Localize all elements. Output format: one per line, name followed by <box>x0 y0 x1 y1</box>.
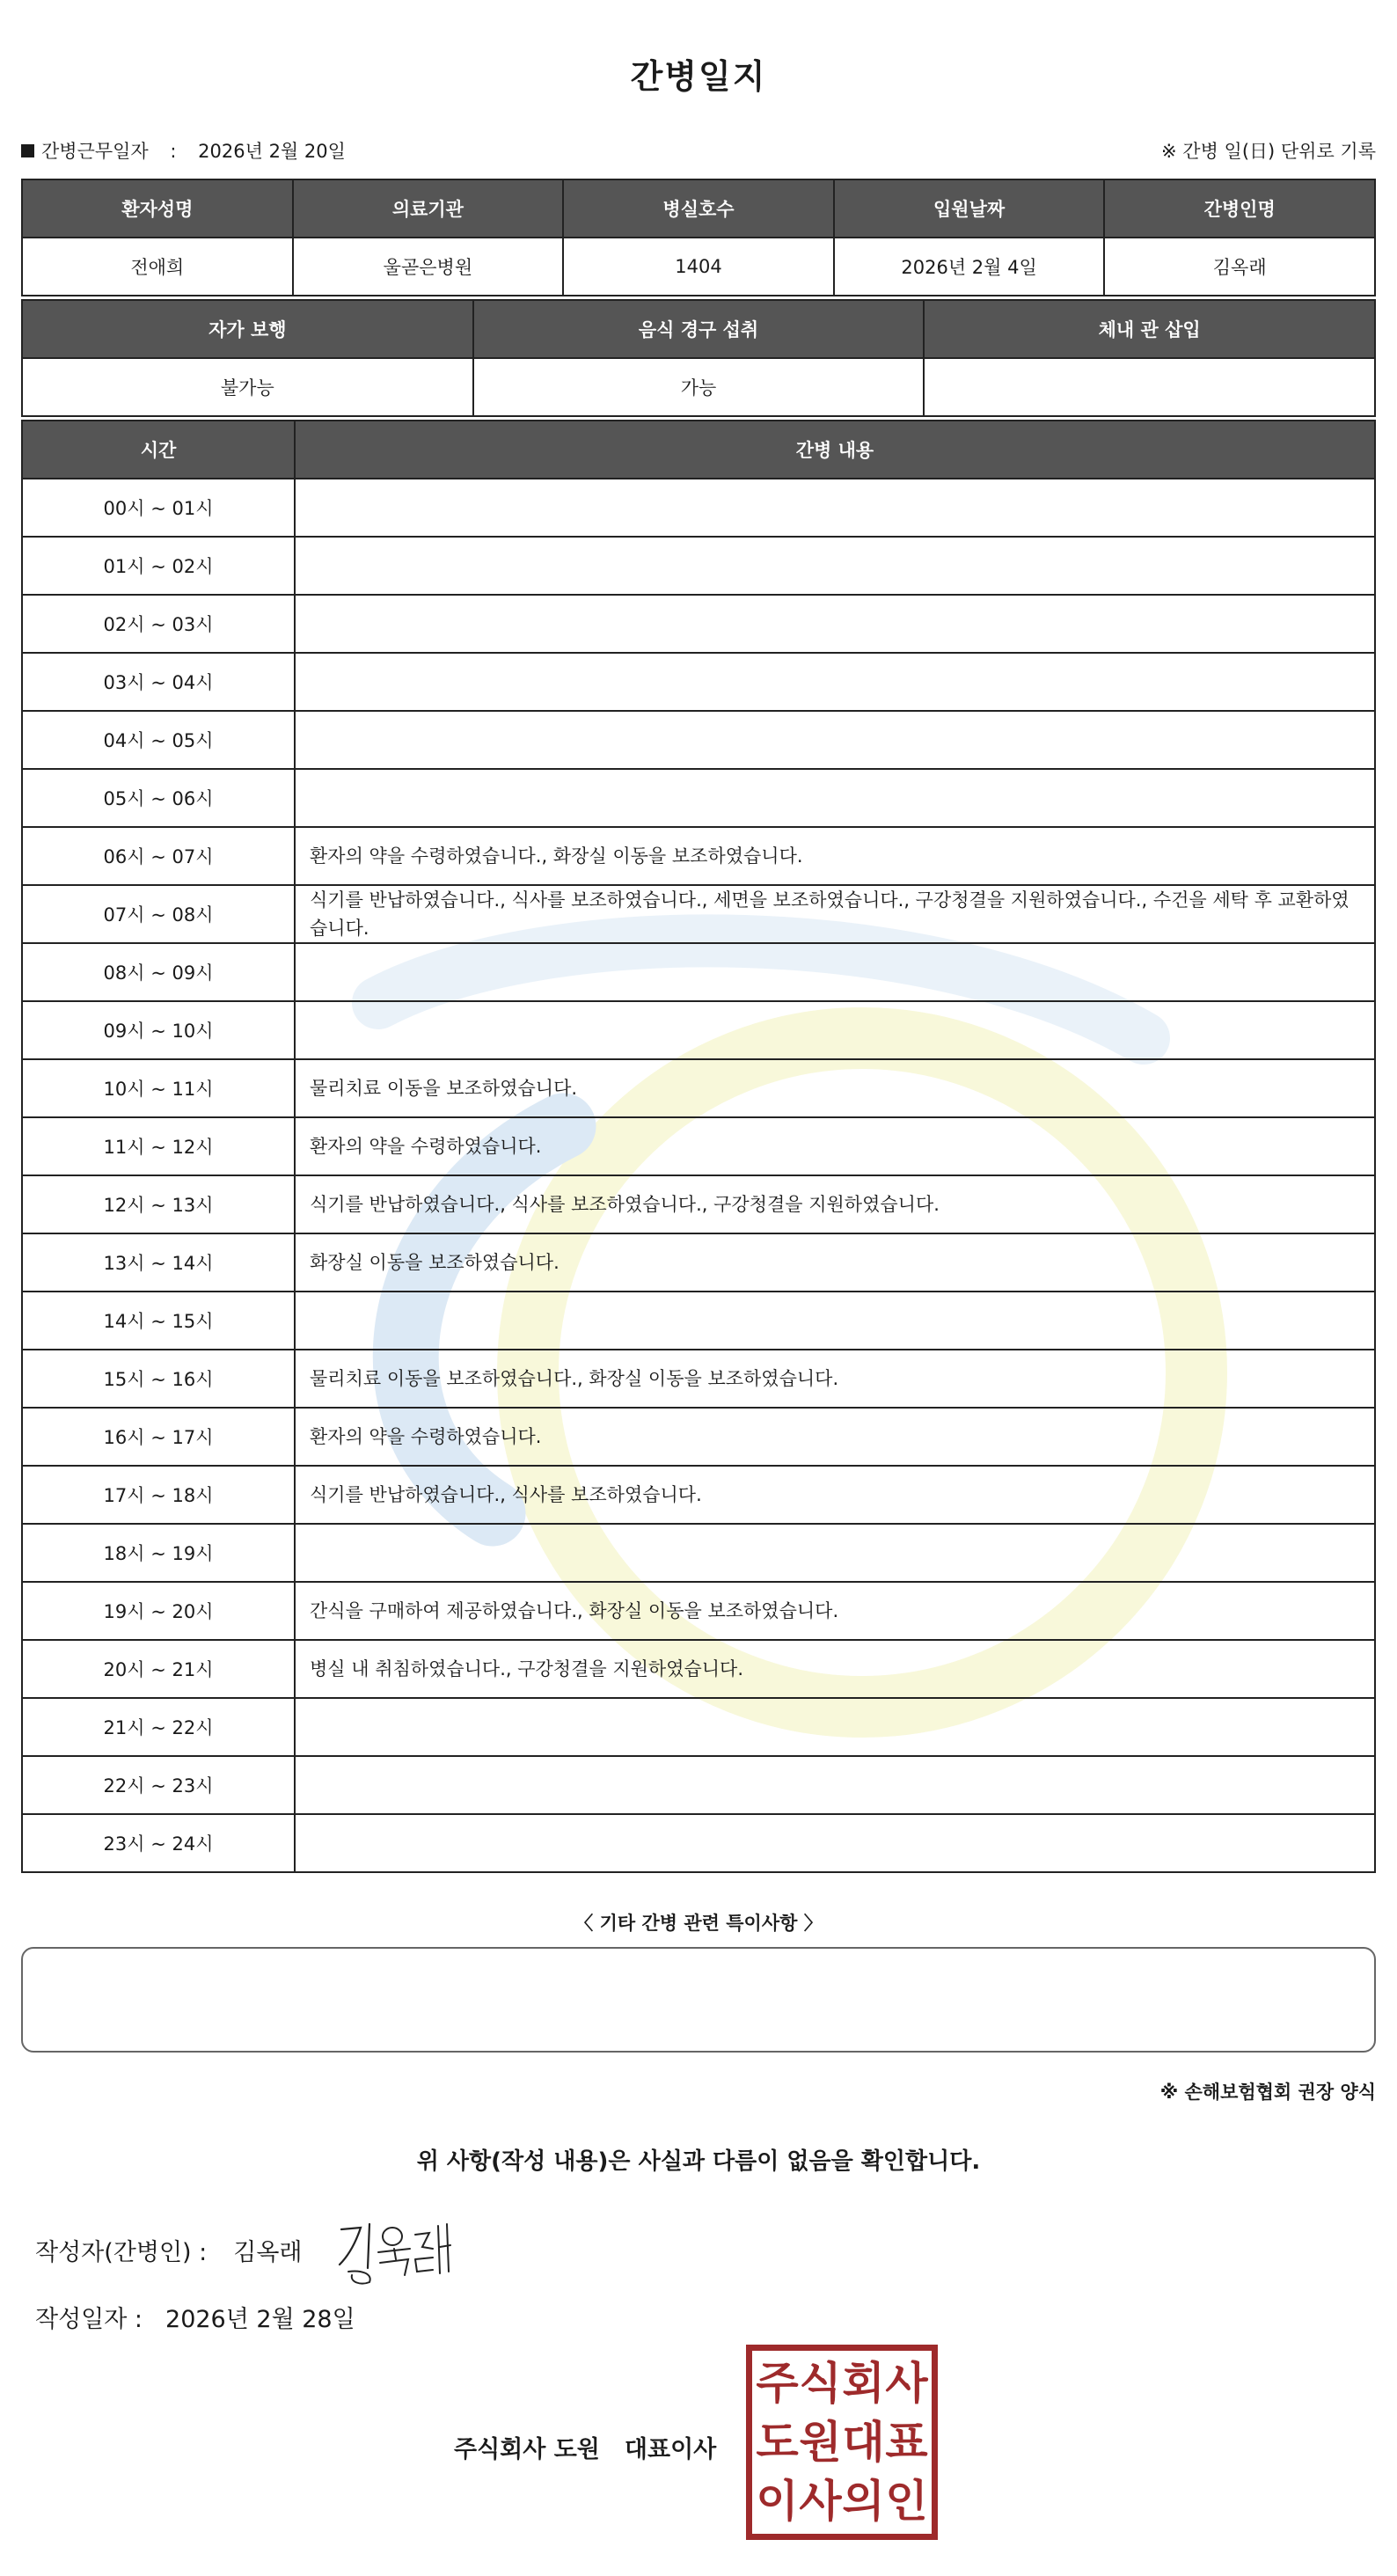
time-slot: 11시 ~ 12시 <box>22 1117 295 1175</box>
time-slot: 20시 ~ 21시 <box>22 1640 295 1698</box>
care-content: 환자의 약을 수령하였습니다. <box>295 1117 1375 1175</box>
time-slot: 05시 ~ 06시 <box>22 769 295 827</box>
patient-info-header-row <box>22 179 1375 238</box>
table-row <box>22 827 1375 885</box>
care-content <box>295 1814 1375 1872</box>
seal-character: 도 <box>756 2416 799 2468</box>
work-date-value: 2026년 2월 20일 <box>198 141 346 162</box>
author-label: 작성자(간병인) : <box>35 2239 208 2266</box>
table-row <box>22 1698 1375 1756</box>
table-row <box>22 1059 1375 1117</box>
company-name: 주식회사 도원 <box>454 2436 600 2463</box>
time-slot: 08시 ~ 09시 <box>22 943 295 1001</box>
care-content: 물리치료 이동을 보조하였습니다., 화장실 이동을 보조하였습니다. <box>295 1350 1375 1408</box>
tube-insertion-value <box>924 358 1375 416</box>
patient-status-header-row <box>22 300 1375 358</box>
time-slot: 06시 ~ 07시 <box>22 827 295 885</box>
time-slot: 14시 ~ 15시 <box>22 1292 295 1350</box>
seal-character: 이 <box>756 2475 799 2527</box>
table-row <box>22 1466 1375 1524</box>
care-content <box>295 943 1375 1001</box>
work-date-separator: : <box>170 141 177 162</box>
caregiver-name: 김옥래 <box>1104 238 1375 296</box>
seal-character: 표 <box>885 2416 928 2468</box>
header-caregiver-name: 간병인명 <box>1104 179 1375 238</box>
table-row <box>22 1582 1375 1640</box>
table-row <box>22 943 1375 1001</box>
time-slot: 16시 ~ 17시 <box>22 1408 295 1466</box>
care-content: 환자의 약을 수령하였습니다., 화장실 이동을 보조하였습니다. <box>295 827 1375 885</box>
care-content: 병실 내 취침하였습니다., 구강청결을 지원하였습니다. <box>295 1640 1375 1698</box>
seal-character: 원 <box>799 2416 842 2468</box>
care-content <box>295 653 1375 711</box>
patient-info-table <box>21 179 1376 296</box>
time-slot: 00시 ~ 01시 <box>22 479 295 537</box>
table-row <box>22 1350 1375 1408</box>
seal-character: 식 <box>799 2358 842 2410</box>
time-slot: 12시 ~ 13시 <box>22 1175 295 1233</box>
table-row <box>22 537 1375 595</box>
company-seal <box>746 2345 938 2540</box>
time-slot: 01시 ~ 02시 <box>22 537 295 595</box>
author-line <box>35 2233 303 2267</box>
document-title: 간병일지 <box>630 57 767 96</box>
care-content <box>295 1292 1375 1350</box>
write-date-line <box>35 2300 355 2334</box>
header-patient-name: 환자성명 <box>22 179 293 238</box>
seal-character: 회 <box>842 2358 885 2410</box>
header-admission-date: 입원날짜 <box>834 179 1105 238</box>
admission-date: 2026년 2월 4일 <box>834 238 1105 296</box>
care-content: 물리치료 이동을 보조하였습니다. <box>295 1059 1375 1117</box>
seal-character: 사 <box>885 2358 928 2410</box>
table-row <box>22 1292 1375 1350</box>
time-slot: 03시 ~ 04시 <box>22 653 295 711</box>
header-hospital: 의료기관 <box>293 179 564 238</box>
table-row <box>22 653 1375 711</box>
write-date-label: 작성일자 : <box>35 2306 143 2333</box>
patient-status-value-row <box>22 358 1375 416</box>
write-date-value: 2026년 2월 28일 <box>165 2306 355 2333</box>
care-content <box>295 711 1375 769</box>
care-content <box>295 479 1375 537</box>
header-oral-intake: 음식 경구 섭취 <box>473 300 925 358</box>
time-slot: 21시 ~ 22시 <box>22 1698 295 1756</box>
work-date-label: 간병근무일자 <box>41 141 149 162</box>
handwritten-signature <box>334 2217 457 2287</box>
table-row <box>22 1756 1375 1814</box>
care-log-header-row <box>22 421 1375 479</box>
table-row <box>22 711 1375 769</box>
seal-character: 사 <box>799 2475 842 2527</box>
patient-status-table <box>21 299 1376 417</box>
time-slot: 04시 ~ 05시 <box>22 711 295 769</box>
seal-character: 대 <box>842 2416 885 2468</box>
care-content <box>295 1001 1375 1059</box>
self-walking-value: 불가능 <box>22 358 473 416</box>
care-content: 식기를 반납하였습니다., 식사를 보조하였습니다. <box>295 1466 1375 1524</box>
work-date-line <box>21 137 346 164</box>
care-content: 식기를 반납하였습니다., 식사를 보조하였습니다., 세면을 보조하였습니다., 구강청결을 지원하였습니다., 수건을 세탁 후 교환하였습니다. <box>295 885 1375 943</box>
care-content <box>295 769 1375 827</box>
author-name: 김옥래 <box>233 2239 303 2266</box>
header-self-walking: 자가 보행 <box>22 300 473 358</box>
table-row <box>22 1175 1375 1233</box>
care-content <box>295 1524 1375 1582</box>
care-content: 화장실 이동을 보조하였습니다. <box>295 1233 1375 1292</box>
care-content: 간식을 구매하여 제공하였습니다., 화장실 이동을 보조하였습니다. <box>295 1582 1375 1640</box>
time-slot: 22시 ~ 23시 <box>22 1756 295 1814</box>
unit-note: ※ 간병 일(日) 단위로 기록 <box>1161 141 1376 162</box>
table-row <box>22 885 1375 943</box>
header-tube-insertion: 체내 관 삽입 <box>924 300 1375 358</box>
time-slot: 09시 ~ 10시 <box>22 1001 295 1059</box>
table-row <box>22 1814 1375 1872</box>
care-content <box>295 1756 1375 1814</box>
table-row <box>22 1117 1375 1175</box>
room-number: 1404 <box>563 238 834 296</box>
header-care-content: 간병 내용 <box>295 421 1375 479</box>
table-row <box>22 1408 1375 1466</box>
header-room-number: 병실호수 <box>563 179 834 238</box>
time-slot: 19시 ~ 20시 <box>22 1582 295 1640</box>
recommend-note: ※ 손해보험협회 권장 양식 <box>1159 2082 1376 2103</box>
table-row <box>22 1233 1375 1292</box>
time-slot: 10시 ~ 11시 <box>22 1059 295 1117</box>
header-time: 시간 <box>22 421 295 479</box>
time-slot: 18시 ~ 19시 <box>22 1524 295 1582</box>
table-row <box>22 595 1375 653</box>
seal-character: 주 <box>756 2358 799 2410</box>
table-row <box>22 769 1375 827</box>
table-row <box>22 1001 1375 1059</box>
patient-info-value-row <box>22 238 1375 296</box>
care-content: 환자의 약을 수령하였습니다. <box>295 1408 1375 1466</box>
time-slot: 02시 ~ 03시 <box>22 595 295 653</box>
care-content <box>295 1698 1375 1756</box>
time-slot: 17시 ~ 18시 <box>22 1466 295 1524</box>
remarks-title: 〈 기타 간병 관련 특이사항 〉 <box>574 1913 823 1934</box>
table-row <box>22 479 1375 537</box>
time-slot: 23시 ~ 24시 <box>22 1814 295 1872</box>
table-row <box>22 1640 1375 1698</box>
care-log-table <box>21 420 1376 1873</box>
hospital-name: 울곧은병원 <box>293 238 564 296</box>
time-slot: 15시 ~ 16시 <box>22 1350 295 1408</box>
patient-name: 전애희 <box>22 238 293 296</box>
care-content: 식기를 반납하였습니다., 식사를 보조하였습니다., 구강청결을 지원하였습니다. <box>295 1175 1375 1233</box>
time-slot: 07시 ~ 08시 <box>22 885 295 943</box>
seal-character: 인 <box>885 2475 928 2527</box>
remarks-box <box>21 1947 1376 2053</box>
square-bullet-icon <box>21 144 34 157</box>
company-line <box>454 2430 716 2464</box>
time-slot: 13시 ~ 14시 <box>22 1233 295 1292</box>
care-content <box>295 595 1375 653</box>
confirmation-statement: 위 사항(작성 내용)은 사실과 다름이 없음을 확인합니다. <box>416 2148 981 2175</box>
seal-character: 의 <box>842 2475 885 2527</box>
care-content <box>295 537 1375 595</box>
oral-intake-value: 가능 <box>473 358 925 416</box>
table-row <box>22 1524 1375 1582</box>
company-role: 대표이사 <box>624 2436 717 2463</box>
